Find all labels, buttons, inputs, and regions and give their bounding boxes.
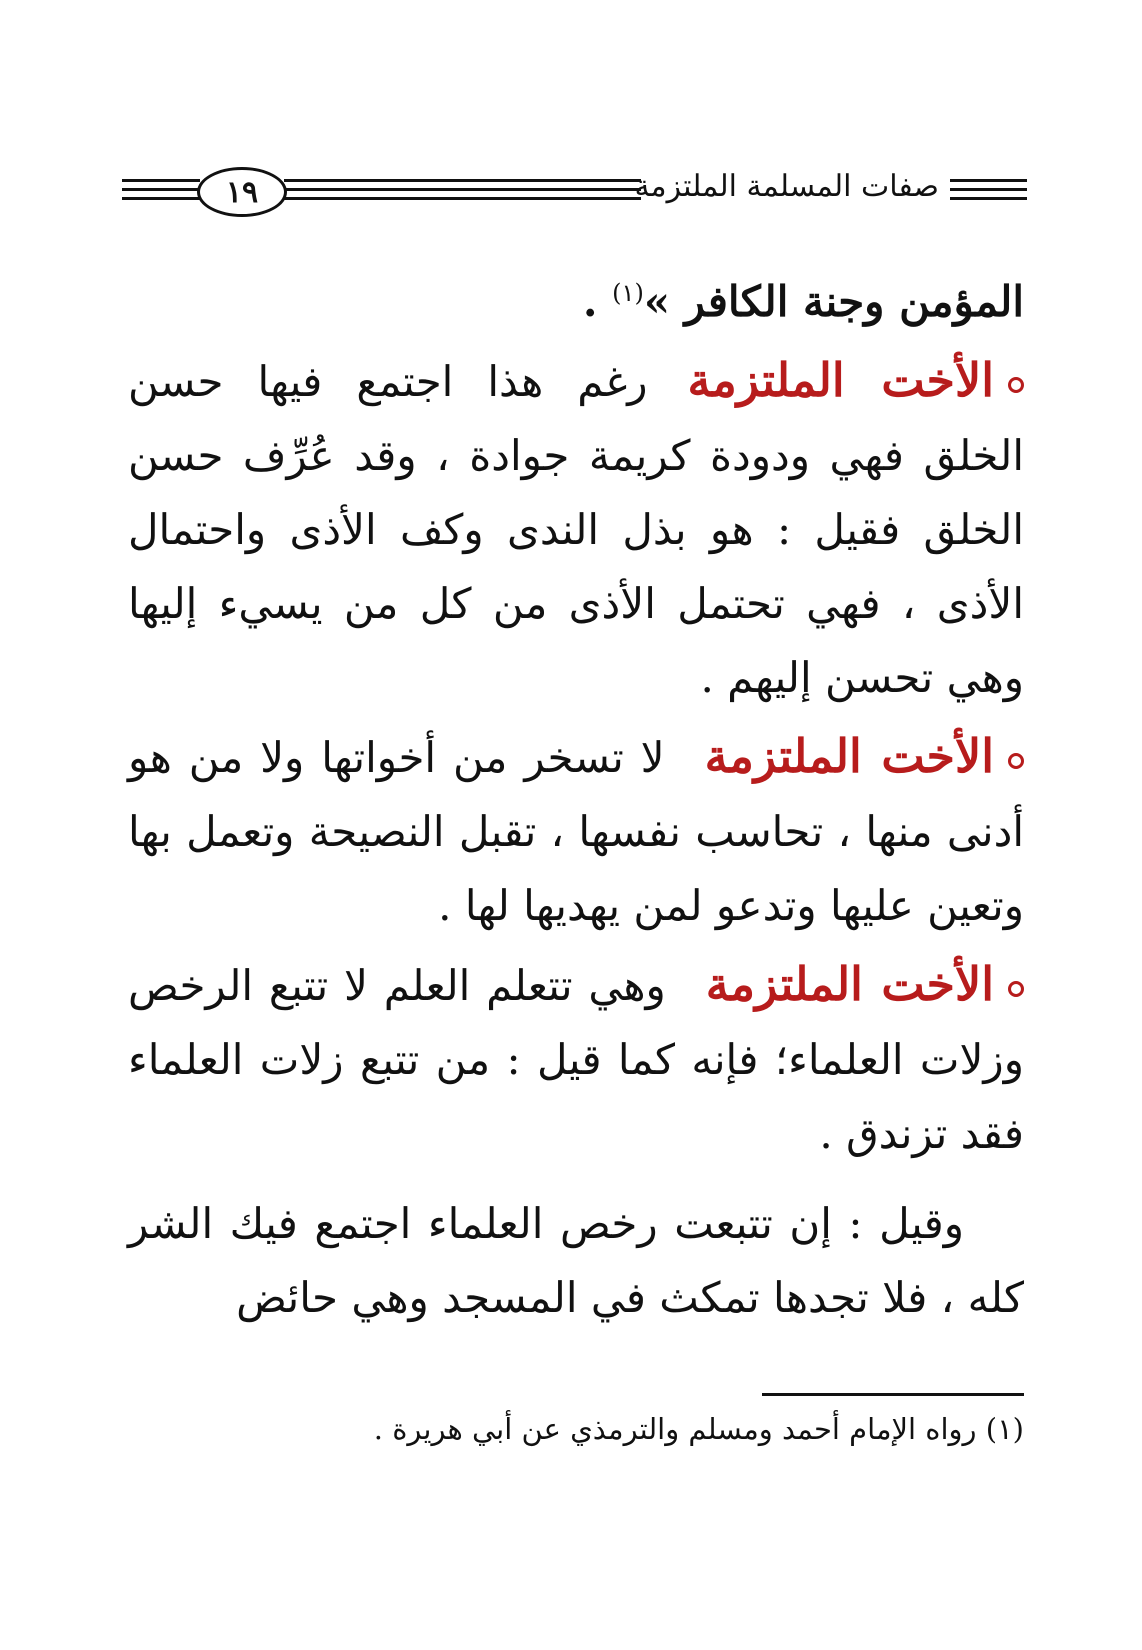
circle-bullet-icon bbox=[1008, 753, 1024, 769]
header-rule-left-3 bbox=[122, 197, 200, 200]
header-rule-left-1 bbox=[122, 179, 200, 182]
main-text bbox=[128, 256, 1024, 1335]
page-header bbox=[122, 165, 1027, 221]
section-3-text: وهي تتعلم العلم لا تتبع الرخص وزلات العلماء؛ فإنه كما قيل : من تتبع زلات العلماء فقد تزندق . bbox=[128, 961, 1024, 1158]
quote-text: المؤمن وجنة الكافر » bbox=[643, 277, 1024, 326]
page-number: ١٩ bbox=[197, 167, 287, 217]
header-rule-right-3 bbox=[950, 197, 1027, 200]
footnote-ref: (١) bbox=[612, 279, 644, 307]
section-1-text: رغم هذا اجتمع فيها حسن الخلق فهي ودودة كريمة جوادة ، وقد عُرِّف حسن الخلق فقيل : هو بذل الندى وكف الأذى واحتمال الأذى ، فهي تحتمل الأذى من كل من يسيء إليها وهي تحسن إليهم . bbox=[128, 357, 1024, 702]
header-rule-mid-1 bbox=[284, 179, 641, 182]
running-title: صفات المسلمة الملتزمة bbox=[634, 169, 939, 204]
section-2-heading: الأخت الملتزمة bbox=[704, 729, 994, 783]
footnote-rule bbox=[762, 1393, 1024, 1396]
header-rule-right-1 bbox=[950, 179, 1027, 182]
section-3-heading: الأخت الملتزمة bbox=[705, 957, 995, 1011]
circle-bullet-icon bbox=[1008, 377, 1024, 393]
header-rule-mid-2 bbox=[284, 188, 641, 191]
paragraph-quote-end bbox=[128, 256, 1024, 339]
circle-bullet-icon bbox=[1008, 981, 1024, 997]
section-2 bbox=[128, 719, 1024, 943]
header-rule-mid-3 bbox=[284, 197, 641, 200]
footnote: (١) رواه الإمام أحمد ومسلم والترمذي عن أبي هريرة . bbox=[373, 1412, 1024, 1446]
section-1-heading: الأخت الملتزمة bbox=[687, 353, 994, 407]
section-3 bbox=[128, 947, 1024, 1171]
section-2-text: لا تسخر من أخواتها ولا من هو أدنى منها ، تحاسب نفسها ، تقبل النصيحة وتعمل بها وتعين عليها وتدعو لمن يهديها لها . bbox=[128, 733, 1024, 930]
header-rule-right-2 bbox=[950, 188, 1027, 191]
section-1 bbox=[128, 343, 1024, 715]
quote-end-dot: . bbox=[582, 277, 613, 326]
paragraph-last: وقيل : إن تتبعت رخص العلماء اجتمع فيك الشر كله ، فلا تجدها تمكث في المسجد وهي حائض bbox=[128, 1199, 1024, 1322]
header-rule-left-2 bbox=[122, 188, 200, 191]
